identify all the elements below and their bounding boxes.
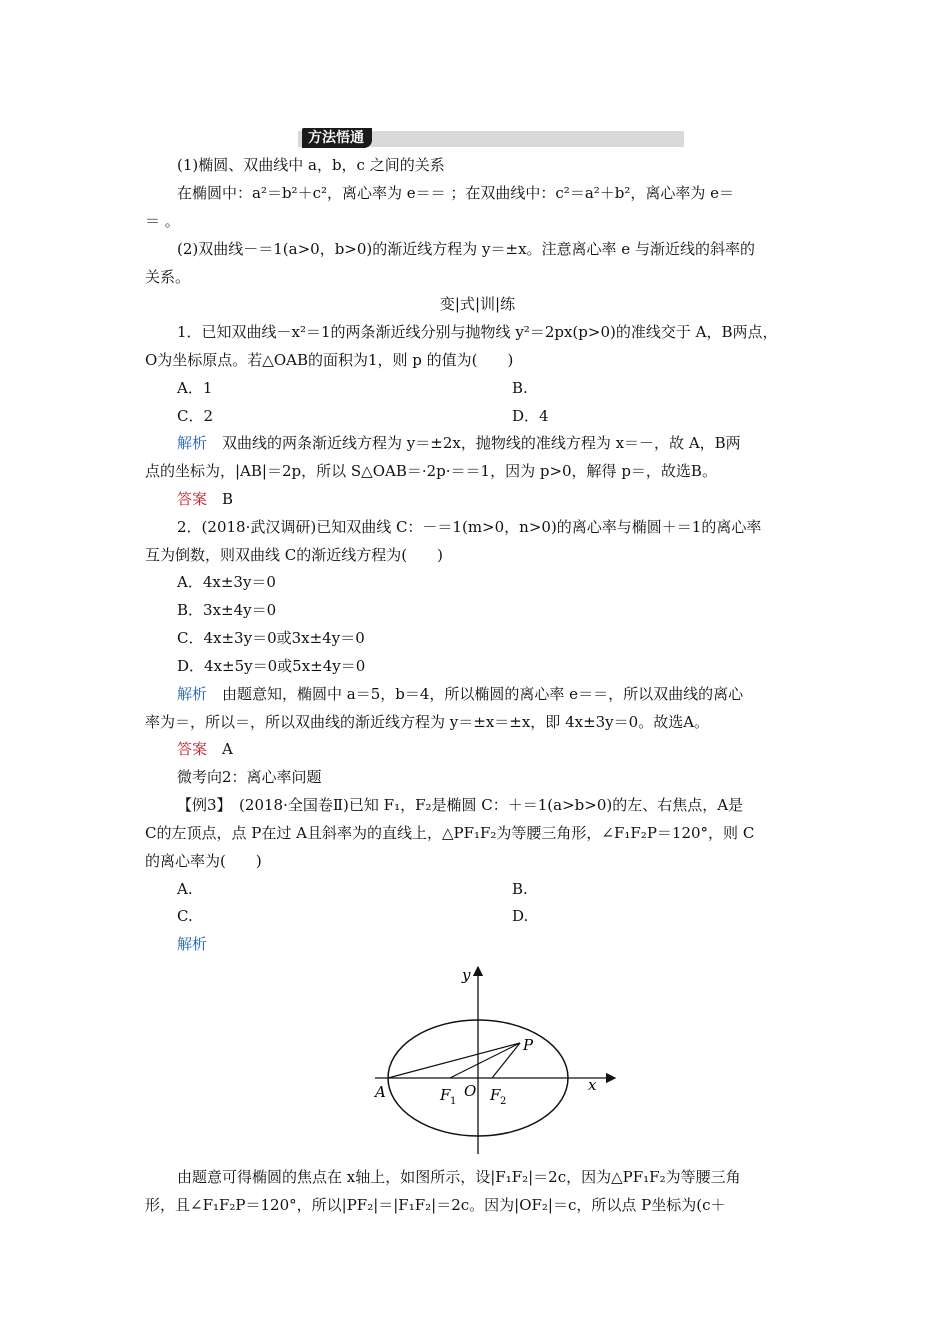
text-line: 关系。 [145,268,191,286]
text-line: 形，且∠F₁F₂P＝120°，所以|PF₂|＝|F₁F₂|＝2c。因为|OF₂|＝c，所以点 P坐标为(c＋ [145,1196,726,1214]
option-d: D．4 [512,407,549,425]
option-row [177,406,842,426]
subsection-title: 微考向2：离心率问题 [177,768,322,786]
option-a: A．4x±3y＝0 [177,573,276,591]
question-text: 2．(2018·武汉调研)已知双曲线 C：－＝1(m>0，n>0)的离心率与椭圆＋＝1的离心率 [177,518,762,536]
example-body: (2018·全国卷Ⅱ)已知 F₁，F₂是椭圆 C：＋＝1(a>b>0)的左、右焦点，A是 [224,796,744,814]
label-F1: F [440,1086,451,1104]
option-row [177,906,842,926]
option-row [177,378,842,398]
text-line: (2)双曲线－＝1(a>0，b>0)的渐近线方程为 y＝±x。注意离心率 e 与渐近线的斜率的 [177,240,755,258]
segment-AP [388,1043,520,1078]
option-c: C. [177,907,193,925]
option-c: C．4x±3y＝0或3x±4y＝0 [177,629,365,647]
label-F2-sub: 2 [500,1096,507,1107]
label-F1-sub: 1 [450,1096,457,1107]
solution-line [177,433,842,453]
option-d: D. [512,907,529,925]
section-heading: 变|式|训|练 [439,295,516,313]
solution-line: 点的坐标为，|AB|＝2p，所以 S△OAB＝·2p·＝＝1，因为 p>0，解得 p＝，故选B。 [145,462,717,480]
banner-label: 方法悟通 [302,128,372,148]
answer-label: 答案 [177,740,208,758]
example-label: 【例3】 [177,796,225,814]
jiexi-text: 双曲线的两条渐近线方程为 y＝±2x，抛物线的准线方程为 x＝－，故 A，B两 [207,434,741,452]
label-O: O [464,1082,477,1100]
ellipse-diagram [370,962,620,1157]
answer-line [177,739,842,759]
jiexi-label: 解析 [177,434,208,452]
segment-F1P [450,1043,520,1078]
answer-value: A [207,740,233,758]
label-x: x [588,1076,597,1094]
jiexi-label: 解析 [177,935,208,953]
solution-line [177,684,842,704]
segment-F2P [492,1043,520,1078]
label-A: A [375,1083,386,1101]
option-b: B．3x±4y＝0 [177,601,277,619]
label-F2: F [490,1086,501,1104]
text-line: 在椭圆中：a²＝b²＋c²，离心率为 e＝＝ ；在双曲线中：c²＝a²＋b²，离心率为 e＝ [177,184,735,202]
text-line: 由题意可得椭圆的焦点在 x轴上，如图所示，设|F₁F₂|＝2c，因为△PF₁F₂为等腰三角 [177,1168,741,1186]
option-c: C．2 [177,407,214,425]
example-text: 的离心率为( ) [145,852,262,870]
label-y: y [462,966,471,984]
option-b: B. [512,880,528,898]
answer-label: 答案 [177,490,208,508]
jiexi-text: 由题意知，椭圆中 a＝5，b＝4，所以椭圆的离心率 e＝＝，所以双曲线的离心 [207,685,744,703]
option-row [177,879,842,899]
question-text: O为坐标原点。若△OAB的面积为1，则 p 的值为( ) [145,351,514,369]
example-text: C的左顶点，点 P在过 A且斜率为的直线上，△PF₁F₂为等腰三角形，∠F₁F₂P＝120°，则 C [145,824,755,842]
option-a: A. [177,880,193,898]
solution-line: 率为＝，所以＝，所以双曲线的渐近线方程为 y＝±x＝±x，即 4x±3y＝0。故选A。 [145,713,710,731]
example-text [177,795,842,815]
question-text: 互为倒数，则双曲线 C的渐近线方程为( ) [145,546,443,564]
label-P: P [523,1036,534,1054]
answer-line [177,489,842,509]
text-line: ＝ 。 [145,212,180,230]
option-d: D．4x±5y＝0或5x±4y＝0 [177,657,366,675]
answer-value: B [207,490,234,508]
option-a: A．1 [177,379,213,397]
option-b: B. [512,379,528,397]
text-line: (1)椭圆、双曲线中 a，b，c 之间的关系 [177,156,445,174]
question-text: 1．已知双曲线－x²＝1的两条渐近线分别与抛物线 y²＝2px(p>0)的准线交于 A，B两点， [177,323,778,341]
jiexi-label: 解析 [177,685,208,703]
